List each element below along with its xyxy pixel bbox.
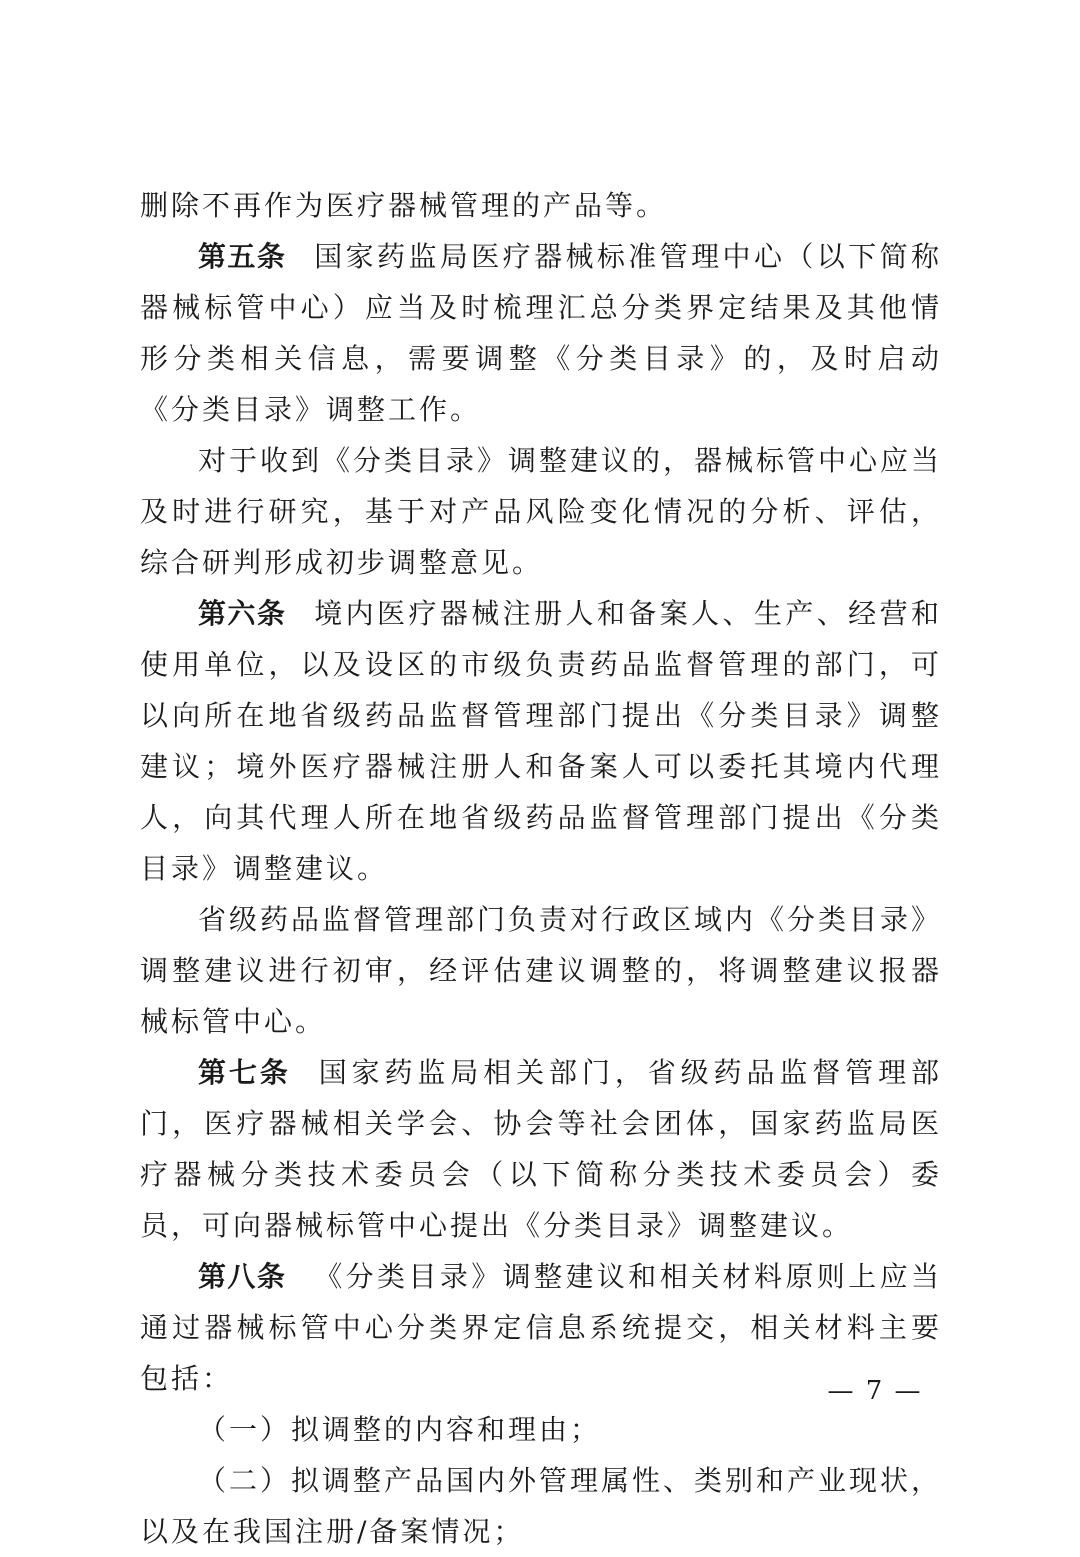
paragraph-text: 删除不再作为医疗器械管理的产品等。 — [140, 189, 668, 222]
paragraph-plain — [140, 894, 942, 1047]
article-5 — [140, 231, 942, 435]
paragraph-continuation — [140, 180, 942, 231]
list-item — [140, 1455, 942, 1557]
paragraph-text: 国家药监局相关部门，省级药品监督管理部门，医疗器械相关学会、协会等社会团体，国家药监局医疗器械分类技术委员会（以下简称分类技术委员会）委员，可向器械标管中心提出《分类目录》调整建议。 — [140, 1056, 942, 1242]
paragraph-text: 《分类目录》调整建议和相关材料原则上应当通过器械标管中心分类界定信息系统提交，相关材料主要包括： — [140, 1260, 942, 1395]
article-label: 第八条 — [198, 1260, 287, 1293]
paragraph-text: 对于收到《分类目录》调整建议的，器械标管中心应当及时进行研究，基于对产品风险变化情况的分析、评估，综合研判形成初步调整意见。 — [140, 444, 943, 579]
article-6 — [140, 588, 942, 894]
paragraph-text: （二）拟调整产品国内外管理属性、类别和产业现状，以及在我国注册/备案情况； — [140, 1464, 943, 1548]
paragraph-text: 国家药监局医疗器械标准管理中心（以下简称器械标管中心）应当及时梳理汇总分类界定结果及其他情形分类相关信息，需要调整《分类目录》的，及时启动《分类目录》调整工作。 — [140, 240, 942, 426]
article-7 — [140, 1047, 942, 1251]
paragraph-text: （一）拟调整的内容和理由； — [198, 1413, 602, 1446]
page-number: — 7 — — [827, 1376, 923, 1406]
article-label: 第五条 — [198, 240, 287, 273]
paragraph-plain — [140, 435, 942, 588]
list-item — [140, 1404, 942, 1455]
paragraph-text: 境内医疗器械注册人和备案人、生产、经营和使用单位，以及设区的市级负责药品监督管理的部门，可以向所在地省级药品监督管理部门提出《分类目录》调整建议；境外医疗器械注册人和备案人可以委托其境内代理人，向其代理人所在地省级药品监督管理部门提出《分类目录》调整建议。 — [140, 597, 942, 885]
article-label: 第六条 — [198, 597, 287, 630]
paragraph-text: 省级药品监督管理部门负责对行政区域内《分类目录》调整建议进行初审，经评估建议调整的，将调整建议报器械标管中心。 — [140, 903, 943, 1038]
document-body — [140, 180, 942, 1557]
article-label: 第七条 — [198, 1056, 291, 1089]
